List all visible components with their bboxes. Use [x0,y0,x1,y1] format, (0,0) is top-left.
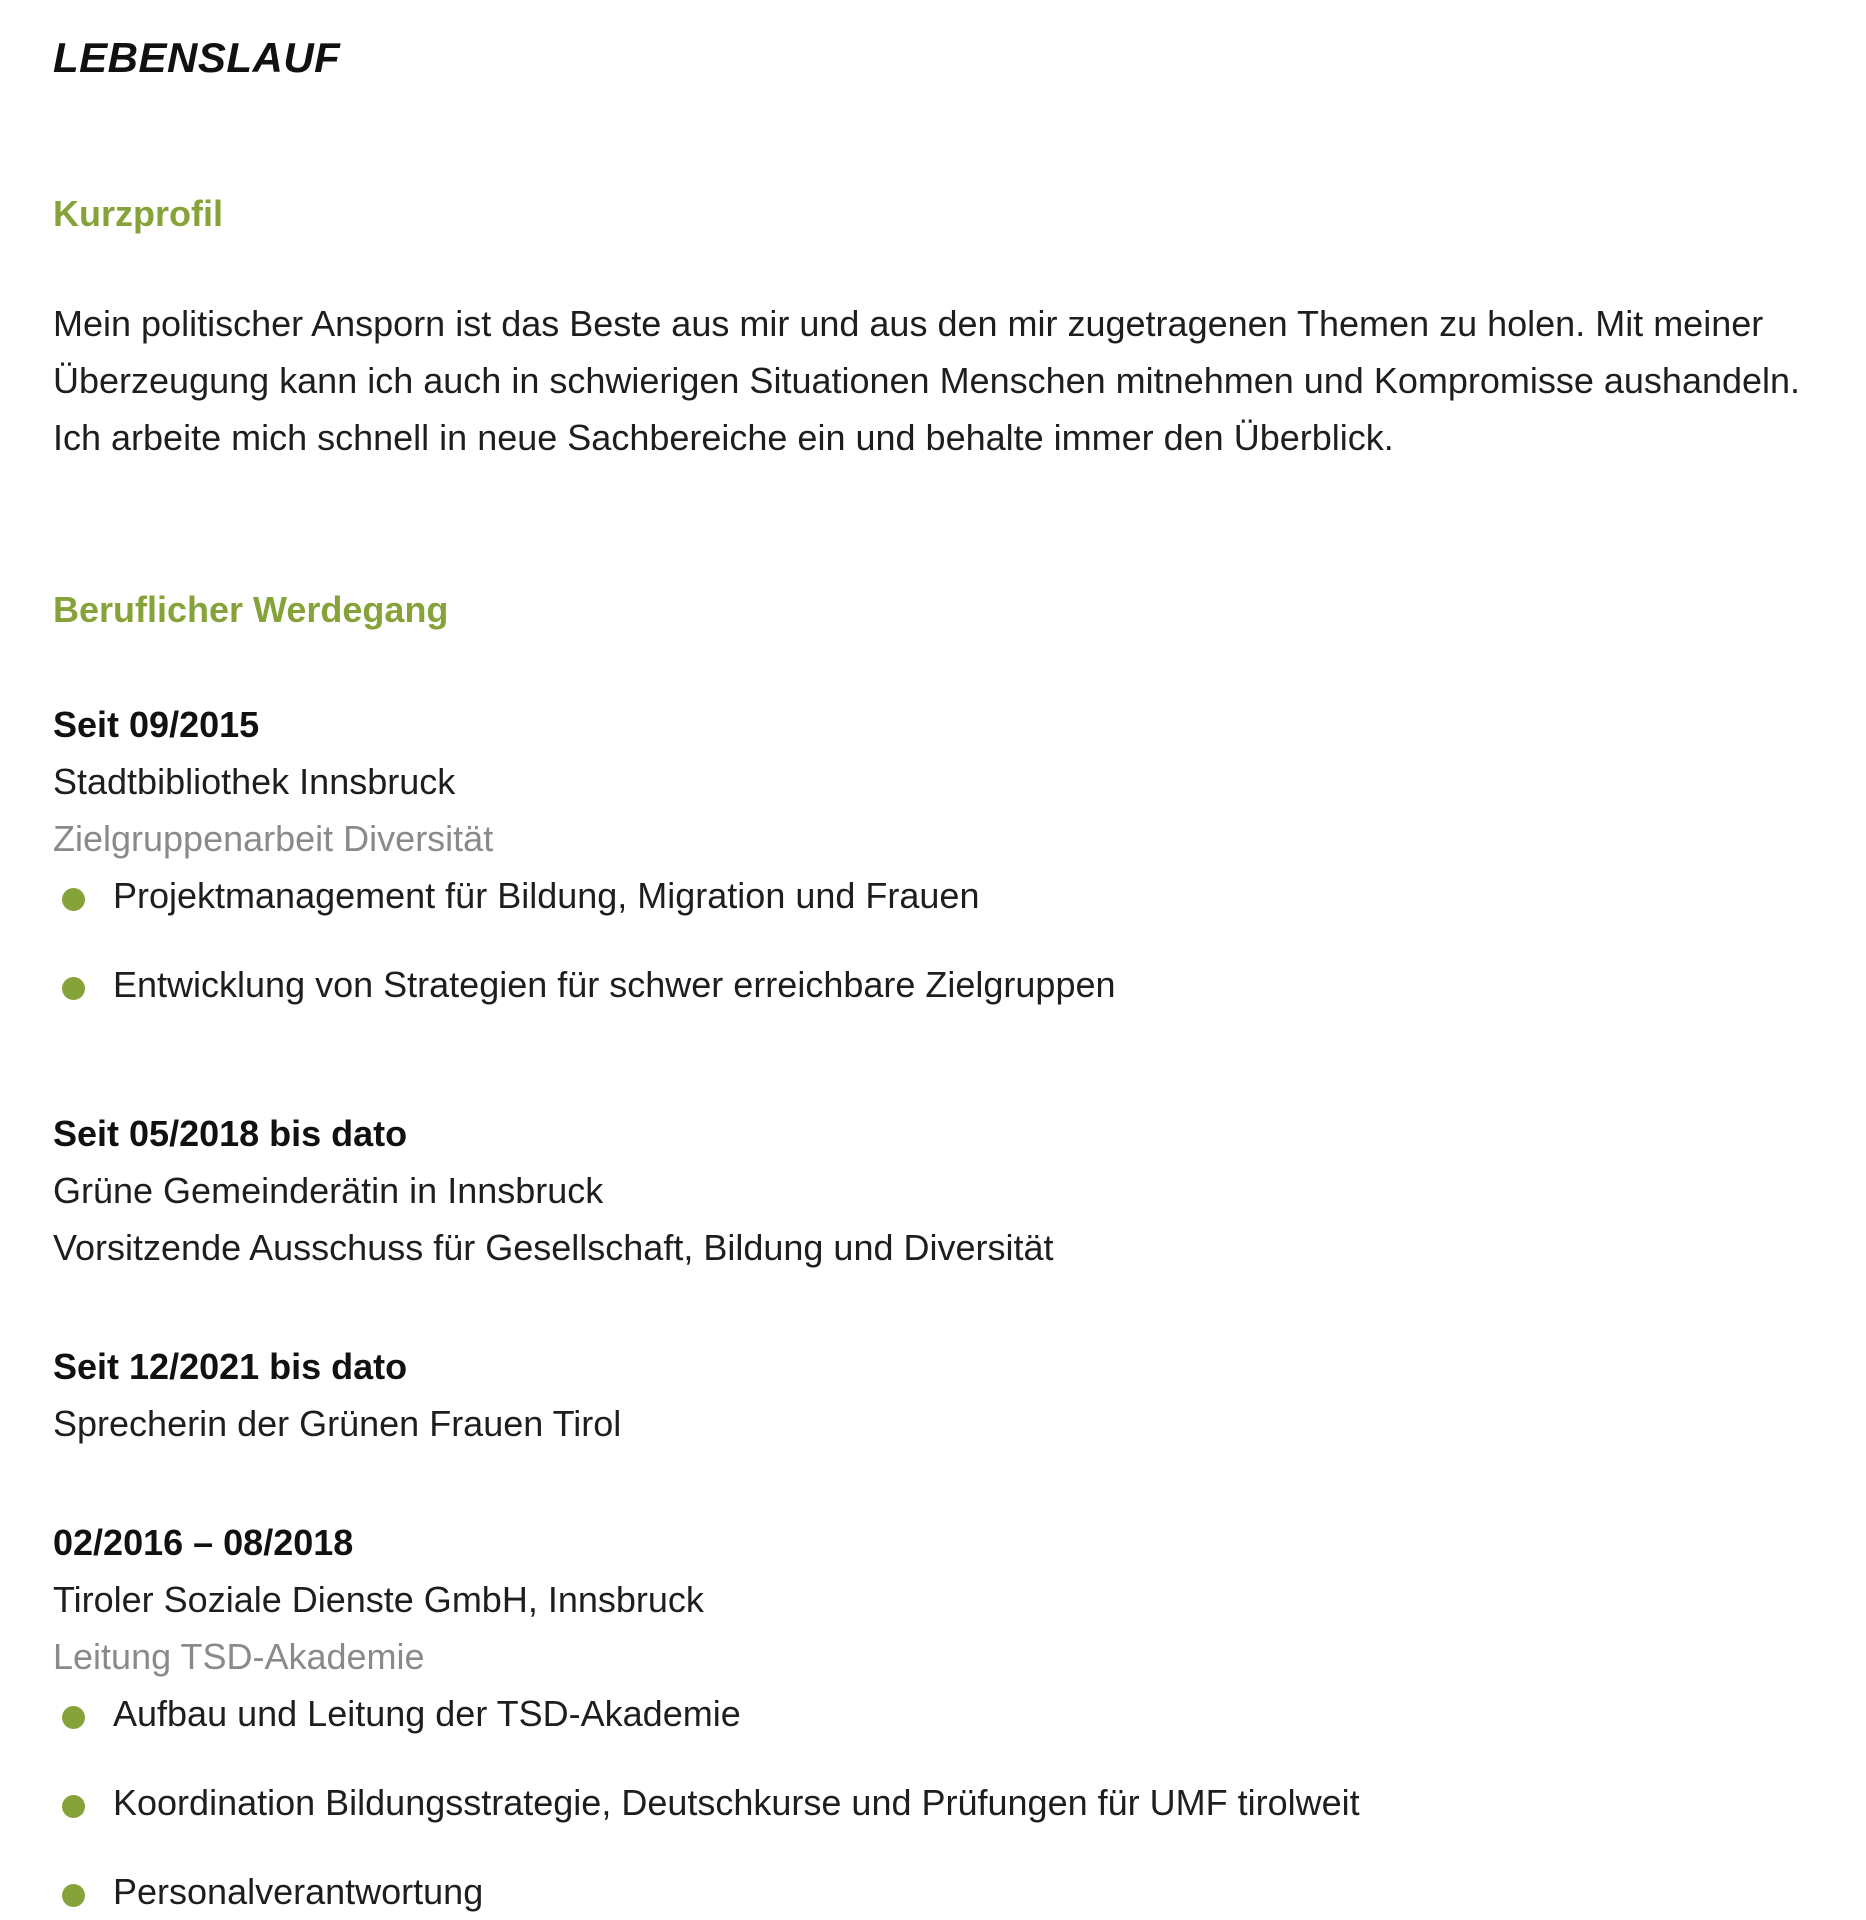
bullet-text: Koordination Bildungsstrategie, Deutschkurse und Prüfungen für UMF tirolweit [113,1782,1360,1823]
bullet-item [53,956,1813,1013]
profile-text: Mein politischer Ansporn ist das Beste aus mir und aus den mir zugetragenen Themen zu holen. Mit meiner Überzeugung kann ich auch in schwierigen Situationen Menschen mitnehmen und Kompromisse aushandeln. Ich arbeite mich schnell in neue Sachbereiche ein und behalte immer den Überblick. [53,303,1801,458]
entry-date: Seit 09/2015 [53,704,260,745]
bullet-dot-icon [62,888,85,911]
bullet-text: Personalverantwortung [113,1871,484,1912]
entry-date: Seit 12/2021 bis dato [53,1346,408,1387]
career-heading: Beruflicher Werdegang [53,589,449,630]
bullet-item [53,1774,1813,1831]
career-entry [53,1338,1813,1452]
entry-role: Leitung TSD-Akademie [53,1636,425,1677]
bullet-dot-icon [62,1706,85,1729]
entry-bullet-list [53,867,1813,1013]
career-entry [53,1514,1813,1920]
bullet-dot-icon [62,1795,85,1818]
entry-date: 02/2016 – 08/2018 [53,1522,354,1563]
entry-role: Zielgruppenarbeit Diversität [53,818,494,859]
career-entry [53,696,1813,1013]
bullet-item [53,1863,1813,1920]
entry-detail: Vorsitzende Ausschuss für Gesellschaft, Bildung und Diversität [53,1227,1054,1268]
career-entry [53,1105,1813,1276]
profile-heading: Kurzprofil [53,193,223,234]
entry-organization: Tiroler Soziale Dienste GmbH, Innsbruck [53,1579,704,1620]
bullet-text: Projektmanagement für Bildung, Migration und Frauen [113,875,980,916]
bullet-text: Entwicklung von Strategien für schwer erreichbare Zielgruppen [113,964,1116,1005]
bullet-dot-icon [62,977,85,1000]
entry-organization: Stadtbibliothek Innsbruck [53,761,456,802]
entry-date: Seit 05/2018 bis dato [53,1113,408,1154]
entry-organization: Grüne Gemeinderätin in Innsbruck [53,1170,604,1211]
bullet-text: Aufbau und Leitung der TSD-Akademie [113,1693,741,1734]
document-title: LEBENSLAUF [53,34,341,81]
bullet-item [53,1685,1813,1742]
entry-bullet-list [53,1685,1813,1920]
bullet-item [53,867,1813,924]
entry-organization: Sprecherin der Grünen Frauen Tirol [53,1403,622,1444]
